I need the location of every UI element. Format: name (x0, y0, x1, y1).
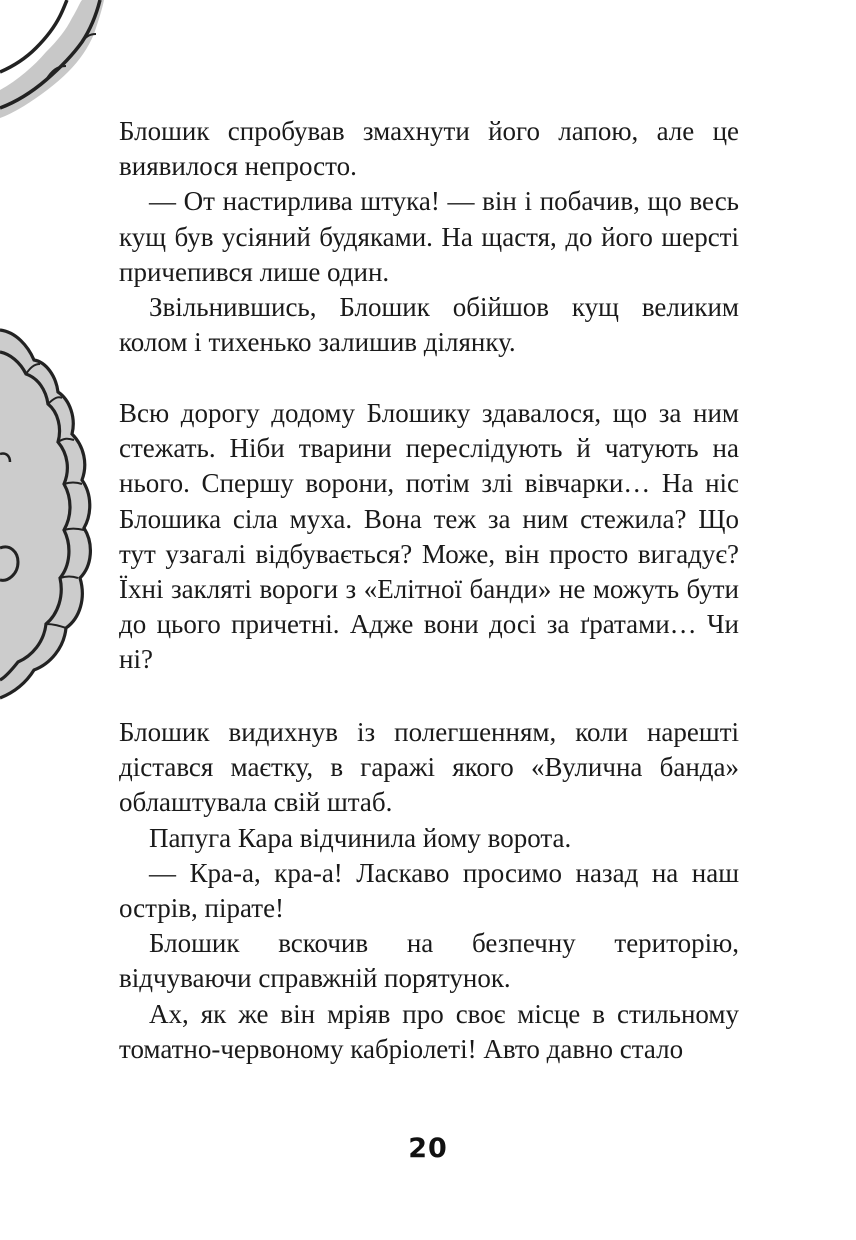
top-cloud-fragment (0, 0, 104, 118)
page-number: 20 (408, 1133, 448, 1164)
left-cloud-fragment (0, 330, 90, 698)
paragraph: Папуга Кара відчинила йому ворота. (149, 822, 572, 853)
text-block-2 (119, 396, 739, 678)
text-block-1 (119, 114, 739, 360)
paragraph: Блошик видихнув із полегшенням, коли нарешті дістався маєтку, в гаражі якого «Вулична банда» облаштувала свій штаб. (119, 717, 739, 818)
paragraph: — От настирлива штука! — він і побачив, що весь кущ був усіяний будяками. На щастя, до його шерсті причепився лише один. (119, 186, 739, 287)
paragraph: Всю дорогу додому Блошику здавалося, що за ним стежать. Ніби тварини переслідують й чатують на нього. Спершу ворони, потім злі вівчарки… На ніс Блошика сіла муха. Вона теж за ним стежила? Що тут узагалі відбувається? Може, він просто вигадує? Їхні закляті вороги з «Елітної банди» не можуть бути до цього причетні. Адже вони досі за ґратами… Чи ні? (119, 398, 739, 675)
paragraph: Ах, як же він мріяв про своє місце в стильному томатно-червоному кабріолеті! Авто давно стало (119, 998, 739, 1064)
paragraph: Звільнившись, Блошик обійшов кущ великим колом і тихенько залишив ділянку. (119, 292, 739, 358)
paragraph: — Кра-а, кра-а! Ласкаво просимо назад на наш острів, пірате! (119, 857, 739, 924)
text-block-3 (119, 715, 739, 1067)
paragraph: Блошик вскочив на безпечну територію, відчуваючи справжній порятунок. (119, 928, 739, 994)
paragraph: Блошик спробував змахнути його лапою, але це виявилося непросто. (119, 116, 739, 182)
